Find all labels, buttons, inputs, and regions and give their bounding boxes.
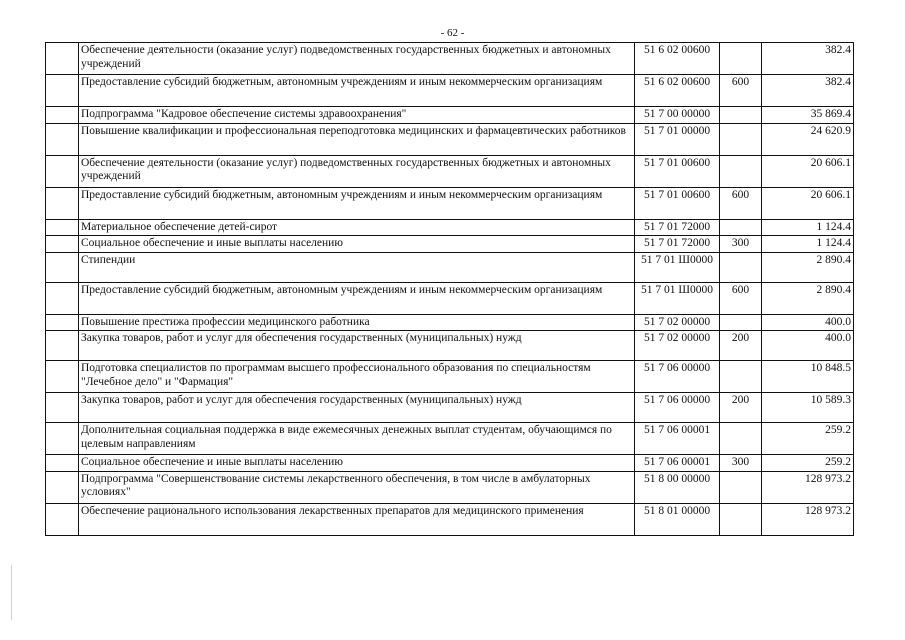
amount-cell: 2 890.4	[762, 252, 854, 282]
expense-type-cell: 300	[720, 236, 762, 253]
item-name-cell: Обеспечение деятельности (оказание услуг) подведомственных государственных бюджетных и автономных учреждений	[79, 43, 635, 75]
table-row	[46, 43, 854, 75]
classification-code-cell: 51 7 02 00000	[635, 331, 720, 361]
row-marker-cell	[46, 503, 79, 535]
table-row	[46, 393, 854, 423]
table-row	[46, 471, 854, 503]
item-name-cell: Повышение квалификации и профессиональная переподготовка медицинских и фармацевтических работников	[79, 123, 635, 155]
item-name-cell: Обеспечение рационального использования лекарственных препаратов для медицинского применения	[79, 503, 635, 535]
item-name-cell: Социальное обеспечение и иные выплаты населению	[79, 455, 635, 472]
classification-code-cell: 51 7 00 00000	[635, 107, 720, 124]
row-marker-cell	[46, 331, 79, 361]
expense-type-cell	[720, 155, 762, 187]
expense-type-cell	[720, 43, 762, 75]
table-row	[46, 187, 854, 219]
row-marker-cell	[46, 107, 79, 124]
classification-code-cell: 51 8 01 00000	[635, 503, 720, 535]
expense-type-cell	[720, 314, 762, 331]
amount-cell: 1 124.4	[762, 236, 854, 253]
row-marker-cell	[46, 393, 79, 423]
amount-cell: 400.0	[762, 331, 854, 361]
scan-edge-mark	[11, 565, 12, 620]
row-marker-cell	[46, 219, 79, 236]
expense-type-cell: 600	[720, 282, 762, 314]
item-name-cell: Социальное обеспечение и иные выплаты населению	[79, 236, 635, 253]
classification-code-cell: 51 7 01 72000	[635, 219, 720, 236]
table-row	[46, 236, 854, 253]
item-name-cell: Обеспечение деятельности (оказание услуг) подведомственных государственных бюджетных и автономных учреждений	[79, 155, 635, 187]
classification-code-cell: 51 7 02 00000	[635, 314, 720, 331]
amount-cell: 10 589.3	[762, 393, 854, 423]
row-marker-cell	[46, 455, 79, 472]
row-marker-cell	[46, 423, 79, 455]
item-name-cell: Подпрограмма "Совершенствование системы лекарственного обеспечения, в том числе в амбулаторных условиях"	[79, 471, 635, 503]
budget-table-body	[46, 43, 854, 536]
expense-type-cell: 600	[720, 75, 762, 107]
expense-type-cell	[720, 219, 762, 236]
item-name-cell: Стипендии	[79, 252, 635, 282]
amount-cell: 20 606.1	[762, 187, 854, 219]
amount-cell: 382.4	[762, 75, 854, 107]
table-row	[46, 503, 854, 535]
item-name-cell: Материальное обеспечение детей-сирот	[79, 219, 635, 236]
table-row	[46, 314, 854, 331]
expense-type-cell	[720, 471, 762, 503]
item-name-cell: Предоставление субсидий бюджетным, автономным учреждениям и иным некоммерческим организациям	[79, 75, 635, 107]
expense-type-cell: 300	[720, 455, 762, 472]
classification-code-cell: 51 6 02 00600	[635, 75, 720, 107]
expense-type-cell	[720, 252, 762, 282]
table-row	[46, 219, 854, 236]
row-marker-cell	[46, 75, 79, 107]
classification-code-cell: 51 7 06 00000	[635, 393, 720, 423]
table-row	[46, 455, 854, 472]
expense-type-cell: 200	[720, 393, 762, 423]
row-marker-cell	[46, 361, 79, 393]
table-row	[46, 155, 854, 187]
classification-code-cell: 51 7 01 00000	[635, 123, 720, 155]
row-marker-cell	[46, 282, 79, 314]
item-name-cell: Предоставление субсидий бюджетным, автономным учреждениям и иным некоммерческим организациям	[79, 187, 635, 219]
expense-type-cell	[720, 361, 762, 393]
table-row	[46, 75, 854, 107]
amount-cell: 10 848.5	[762, 361, 854, 393]
amount-cell: 35 869.4	[762, 107, 854, 124]
row-marker-cell	[46, 236, 79, 253]
page-number: - 62 -	[440, 27, 465, 39]
table-row	[46, 123, 854, 155]
item-name-cell: Подпрограмма "Кадровое обеспечение системы здравоохранения"	[79, 107, 635, 124]
classification-code-cell: 51 7 06 00000	[635, 361, 720, 393]
table-row	[46, 361, 854, 393]
classification-code-cell: 51 8 00 00000	[635, 471, 720, 503]
item-name-cell: Закупка товаров, работ и услуг для обеспечения государственных (муниципальных) нужд	[79, 393, 635, 423]
table-row	[46, 423, 854, 455]
table-row	[46, 282, 854, 314]
table-row	[46, 252, 854, 282]
expense-type-cell	[720, 423, 762, 455]
classification-code-cell: 51 6 02 00600	[635, 43, 720, 75]
expense-type-cell: 600	[720, 187, 762, 219]
amount-cell: 2 890.4	[762, 282, 854, 314]
budget-table	[45, 42, 854, 536]
row-marker-cell	[46, 252, 79, 282]
amount-cell: 20 606.1	[762, 155, 854, 187]
item-name-cell: Предоставление субсидий бюджетным, автономным учреждениям и иным некоммерческим организациям	[79, 282, 635, 314]
classification-code-cell: 51 7 06 00001	[635, 423, 720, 455]
row-marker-cell	[46, 314, 79, 331]
expense-type-cell	[720, 107, 762, 124]
amount-cell: 382.4	[762, 43, 854, 75]
amount-cell: 24 620.9	[762, 123, 854, 155]
amount-cell: 128 973.2	[762, 471, 854, 503]
classification-code-cell: 51 7 01 00600	[635, 155, 720, 187]
row-marker-cell	[46, 155, 79, 187]
expense-type-cell: 200	[720, 331, 762, 361]
classification-code-cell: 51 7 01 Ш0000	[635, 252, 720, 282]
item-name-cell: Подготовка специалистов по программам высшего профессионального образования по специальностям "Лечебное дело" и "Фармация"	[79, 361, 635, 393]
amount-cell: 400.0	[762, 314, 854, 331]
amount-cell: 1 124.4	[762, 219, 854, 236]
row-marker-cell	[46, 187, 79, 219]
item-name-cell: Дополнительная социальная поддержка в виде ежемесячных денежных выплат студентам, обучающимся по целевым направлениям	[79, 423, 635, 455]
classification-code-cell: 51 7 01 72000	[635, 236, 720, 253]
table-row	[46, 107, 854, 124]
item-name-cell: Закупка товаров, работ и услуг для обеспечения государственных (муниципальных) нужд	[79, 331, 635, 361]
row-marker-cell	[46, 123, 79, 155]
amount-cell: 128 973.2	[762, 503, 854, 535]
amount-cell: 259.2	[762, 455, 854, 472]
row-marker-cell	[46, 471, 79, 503]
expense-type-cell	[720, 503, 762, 535]
item-name-cell: Повышение престижа профессии медицинского работника	[79, 314, 635, 331]
expense-type-cell	[720, 123, 762, 155]
amount-cell: 259.2	[762, 423, 854, 455]
table-row	[46, 331, 854, 361]
classification-code-cell: 51 7 01 Ш0000	[635, 282, 720, 314]
row-marker-cell	[46, 43, 79, 75]
classification-code-cell: 51 7 06 00001	[635, 455, 720, 472]
classification-code-cell: 51 7 01 00600	[635, 187, 720, 219]
